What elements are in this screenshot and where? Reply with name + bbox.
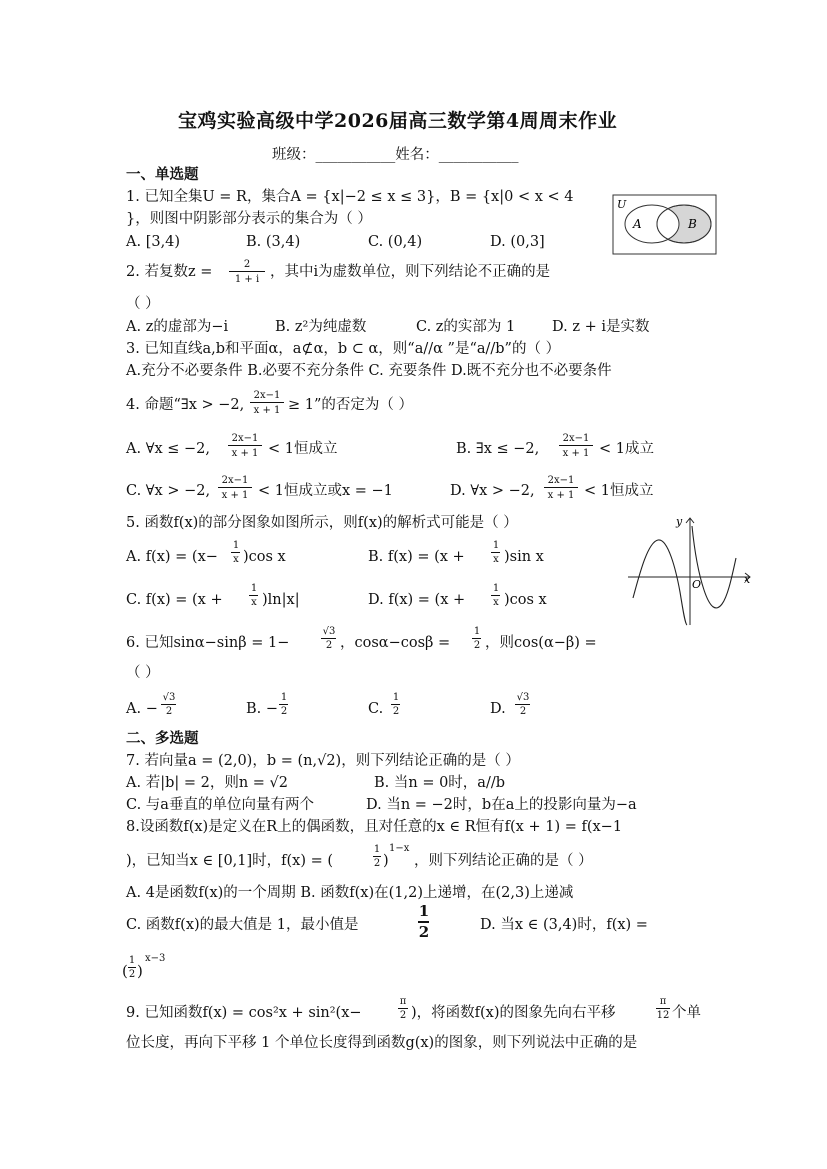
q5-option-c-suf: )ln|x| — [262, 592, 300, 608]
q6-part3: ，则cos(α−β) = — [485, 635, 597, 651]
q5-option-b-pre: B. f(x) = (x + — [368, 549, 465, 565]
q8-frac-num: 1 — [373, 844, 381, 855]
q5-c-frac-num: 1 — [250, 583, 258, 594]
curve-right-branch — [692, 526, 736, 608]
venn-label-a: A — [633, 217, 642, 231]
q9-line1-mid: )，将函数f(x)的图象先向右平移 — [411, 1005, 616, 1021]
q4-a-frac-bar — [228, 445, 262, 446]
q9-frac1-den: 2 — [399, 1010, 407, 1021]
q5-a-frac-den: x — [233, 554, 239, 565]
q2-frac-num: 2 — [243, 259, 251, 270]
q2-option-d: D. z + i是实数 — [552, 319, 650, 335]
q5-option-a-suf: )cos x — [243, 549, 286, 565]
q2-option-b: B. z²为纯虚数 — [275, 319, 367, 335]
section-heading-multi: 二、多选题 — [126, 730, 199, 747]
q4-option-c-pre: C. ∀x > −2, — [126, 483, 211, 499]
q8-exponent: 1−x — [389, 843, 410, 854]
q3-line1: 3. 已知直线a,b和平面α，a⊄α，b ⊂ α，则“a//α ”是“a//b”的（ ） — [126, 341, 561, 357]
q9-frac2-den: 12 — [656, 1010, 670, 1021]
q5-d-frac-num: 1 — [492, 583, 500, 594]
q8-frac-den: 2 — [373, 858, 381, 869]
q6-option-b: B. − — [246, 701, 279, 717]
q2-suffix: ，其中i为虚数单位，则下列结论不正确的是 — [270, 264, 551, 280]
q7-option-a: A. 若|b| = 2，则n = √2 — [126, 775, 289, 791]
q6-c-bar — [391, 704, 400, 705]
q6-part1: 6. 已知sinα−sinβ = 1− — [126, 635, 290, 651]
q6-option-d: D. — [490, 701, 506, 717]
q6-option-a: A. − — [126, 701, 158, 717]
q4-option-a-pre: A. ∀x ≤ −2, — [126, 441, 210, 457]
q6-half-den: 2 — [473, 640, 481, 651]
q8-option-c: C. 函数f(x)的最大值是 1，最小值是 — [126, 917, 359, 933]
q6-b-bar — [279, 704, 288, 705]
q2-option-a: A. z的虚部为−i — [126, 319, 229, 335]
q4-frac-den: x + 1 — [253, 405, 281, 416]
q8-half-den: 2 — [418, 923, 430, 941]
q4-b-frac-num: 2x−1 — [562, 433, 590, 444]
q8-line5-close: ) — [137, 962, 143, 980]
q6-frac1-bar — [321, 638, 336, 639]
q6-half-num: 1 — [473, 626, 481, 637]
q4-option-d-pre: D. ∀x > −2, — [450, 483, 535, 499]
q5-stem: 5. 函数f(x)的部分图象如图所示，则f(x)的解析式可能是（ ） — [126, 515, 518, 531]
venn-label-b: B — [688, 217, 697, 231]
q4-frac-num: 2x−1 — [253, 390, 281, 401]
q8-option-d: D. 当x ∈ (3,4)时，f(x) = — [480, 917, 648, 933]
q5-option-d-suf: )cos x — [504, 592, 547, 608]
q4-prefix: 4. 命题“∃x > −2, — [126, 397, 245, 413]
q2-paren: （ ） — [126, 296, 160, 312]
q1-option-b: B. (3,4) — [246, 234, 301, 250]
q4-c-frac-num: 2x−1 — [221, 475, 249, 486]
q8-line5-exponent: x−3 — [145, 953, 166, 964]
q6-c-num: 1 — [392, 692, 400, 703]
q5-c-frac-den: x — [251, 597, 257, 608]
q5-d-frac-bar — [491, 595, 500, 596]
q6-sqrt3-num: √3 — [322, 626, 336, 637]
q8-line1: 8.设函数f(x)是定义在R上的偶函数，且对任意的x ∈ R恒有f(x + 1) = f(x−1 — [126, 819, 623, 835]
q6-c-den: 2 — [392, 706, 400, 717]
q4-option-b-suf: < 1成立 — [599, 441, 654, 457]
q4-frac-bar — [250, 402, 284, 403]
q1-line2: }，则图中阴影部分表示的集合为（ ） — [126, 211, 372, 227]
q2-frac-den: 1 + i — [234, 274, 260, 285]
q9-line1-suffix: 个单 — [672, 1005, 701, 1021]
q4-option-d-suf: < 1恒成立 — [584, 483, 654, 499]
q7-option-c: C. 与a垂直的单位向量有两个 — [126, 797, 314, 813]
venn-diagram — [612, 194, 718, 256]
q1-option-c: C. (0,4) — [368, 234, 423, 250]
q6-d-bar — [515, 704, 530, 705]
q7-option-d: D. 当n = −2时，b在a上的投影向量为−a — [366, 797, 637, 813]
class-name-line: 班级：___________姓名：___________ — [272, 147, 519, 163]
q9-pi-num1: π — [399, 996, 407, 1007]
q6-b-num: 1 — [280, 692, 288, 703]
section-heading-single: 一、单选题 — [126, 166, 199, 183]
q8-line5-open: ( — [122, 962, 128, 980]
q1-option-a: A. [3,4) — [126, 234, 181, 250]
q5-option-c-pre: C. f(x) = (x + — [126, 592, 223, 608]
q7-option-b: B. 当n = 0时，a//b — [374, 775, 506, 791]
graph-label-origin: O — [692, 578, 702, 591]
q8-line5-num: 1 — [128, 955, 136, 966]
q8-options-ab: A. 4是函数f(x)的一个周期 B. 函数f(x)在(1,2)上递增，在(2,3)上递减 — [126, 885, 574, 901]
q6-frac1-den: 2 — [325, 640, 333, 651]
q5-b-frac-num: 1 — [492, 540, 500, 551]
q4-option-a-suf: < 1恒成立 — [268, 441, 338, 457]
q8-line2-pre: )，已知当x ∈ [0,1]时，f(x) = ( — [126, 853, 334, 869]
q6-a-num: √3 — [162, 692, 176, 703]
q9-pi-num2: π — [659, 996, 667, 1007]
q4-a-frac-num: 2x−1 — [231, 433, 259, 444]
q5-d-frac-den: x — [493, 597, 499, 608]
q5-c-frac-bar — [249, 595, 258, 596]
q4-c-frac-bar — [218, 487, 252, 488]
q4-b-frac-bar — [559, 445, 593, 446]
q6-d-num: √3 — [516, 692, 530, 703]
q2-prefix: 2. 若复数z = — [126, 264, 213, 280]
q9-frac2-bar — [656, 1008, 670, 1009]
q5-a-frac-bar — [231, 552, 240, 553]
q6-option-c: C. — [368, 701, 384, 717]
q4-b-frac-den: x + 1 — [562, 448, 590, 459]
q6-half-bar — [472, 638, 481, 639]
q9-frac1-bar — [398, 1008, 408, 1009]
q8-half-num: 1 — [418, 902, 430, 920]
q4-d-frac-num: 2x−1 — [547, 475, 575, 486]
q5-a-frac-num: 1 — [232, 540, 240, 551]
curve-left-branch — [633, 540, 687, 625]
q6-part2: ，cosα−cosβ = — [340, 635, 451, 651]
q8-line2-suffix: ，则下列结论正确的是（ ） — [414, 853, 593, 869]
q4-option-b-pre: B. ∃x ≤ −2, — [456, 441, 540, 457]
q8-close-paren: ) — [383, 853, 389, 869]
q1-option-d: D. (0,3] — [490, 234, 545, 250]
q5-option-d-pre: D. f(x) = (x + — [368, 592, 466, 608]
q4-d-frac-den: x + 1 — [547, 490, 575, 501]
q4-d-frac-bar — [544, 487, 578, 488]
q5-b-frac-den: x — [493, 554, 499, 565]
q1-line1: 1. 已知全集U = R，集合A = {x|−2 ≤ x ≤ 3}，B = {x|0 < x < 4 — [126, 189, 574, 205]
q5-b-frac-bar — [491, 552, 500, 553]
q4-option-c-suf: < 1恒成立或x = −1 — [258, 483, 393, 499]
q7-line1: 7. 若向量a = (2,0)，b = (n,√2)，则下列结论正确的是（ ） — [126, 753, 520, 769]
q3-options: A.充分不必要条件 B.必要不充分条件 C. 充要条件 D.既不充分也不必要条件 — [126, 363, 612, 379]
q6-b-den: 2 — [280, 706, 288, 717]
q5-option-a-pre: A. f(x) = (x− — [126, 549, 218, 565]
q2-frac-bar — [229, 271, 265, 272]
q4-c-frac-den: x + 1 — [221, 490, 249, 501]
page-title: 宝鸡实验高级中学2026届高三数学第4周周末作业 — [178, 110, 618, 132]
q5-option-b-suf: )sin x — [504, 549, 544, 565]
q8-line5-den: 2 — [128, 969, 136, 980]
q6-paren: （ ） — [126, 665, 160, 681]
function-graph — [626, 512, 756, 628]
q6-a-bar — [161, 704, 176, 705]
q8-line5-bar — [128, 967, 136, 968]
q4-suffix: ≥ 1”的否定为（ ） — [288, 397, 414, 413]
q6-d-den: 2 — [519, 706, 527, 717]
q9-line2: 位长度，再向下平移 1 个单位长度得到函数g(x)的图象，则下列说法中正确的是 — [126, 1035, 638, 1051]
q2-option-c: C. z的实部为 1 — [416, 319, 516, 335]
q8-frac-bar — [373, 856, 381, 857]
venn-label-u: U — [617, 198, 627, 211]
graph-label-y: y — [676, 515, 683, 528]
q4-a-frac-den: x + 1 — [231, 448, 259, 459]
q6-a-den: 2 — [165, 706, 173, 717]
q9-line1-pre: 9. 已知函数f(x) = cos²x + sin²(x− — [126, 1005, 362, 1021]
graph-label-x: x — [744, 573, 751, 586]
